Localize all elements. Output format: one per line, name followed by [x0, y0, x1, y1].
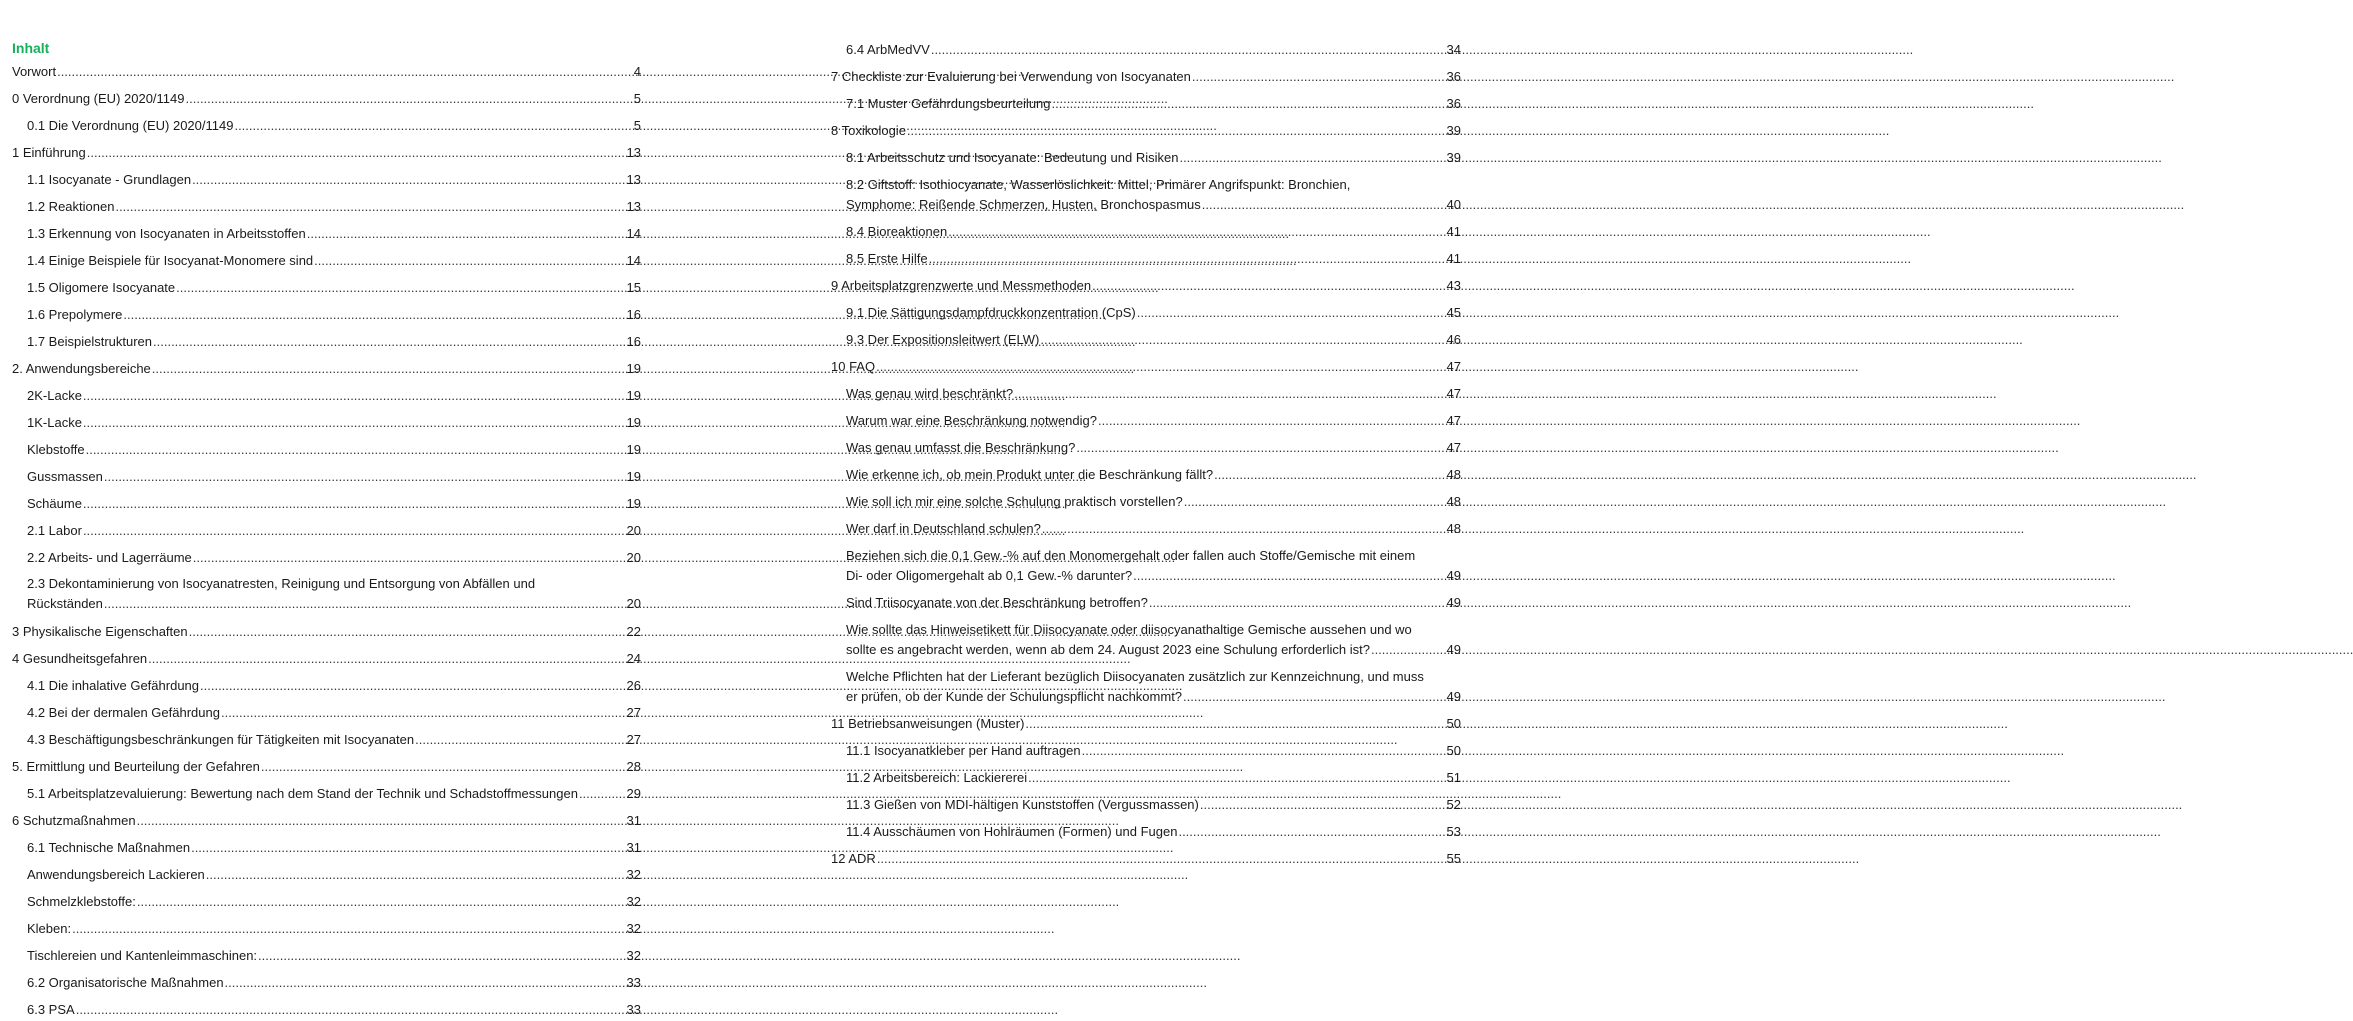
toc-entry-text: Vorwort	[12, 64, 57, 79]
toc-dot-leader	[153, 332, 625, 352]
toc-page-number: 4	[633, 64, 641, 79]
toc-page-number: 33	[626, 1002, 641, 1017]
toc-dot-leader	[1192, 67, 1445, 87]
toc-entry[interactable]	[12, 676, 641, 696]
toc-dot-leader	[1028, 768, 1444, 788]
toc-entry-text: 11.2 Arbeitsbereich: Lackiererei	[846, 770, 1028, 785]
toc-page-number: 19	[626, 442, 641, 457]
toc-entry-text: 8.5 Erste Hilfe	[846, 251, 928, 266]
toc-dot-leader	[1076, 438, 1444, 458]
toc-entry[interactable]	[831, 249, 1461, 269]
toc-dot-leader	[1014, 384, 1444, 404]
toc-entry[interactable]	[831, 303, 1461, 323]
toc-entry[interactable]	[831, 768, 1461, 788]
toc-page-number: 20	[626, 596, 641, 611]
toc-entry[interactable]	[12, 622, 641, 642]
toc-entry[interactable]	[12, 973, 641, 993]
toc-entry[interactable]	[831, 222, 1461, 242]
toc-entry[interactable]	[12, 521, 641, 541]
toc-page-number: 39	[1446, 123, 1461, 138]
toc-page-number: 29	[626, 786, 641, 801]
toc-entry-text: 7.1 Muster Gefährdungsbeurteilung	[846, 96, 1051, 111]
toc-dot-leader	[579, 784, 625, 804]
toc-entry-text: 2.1 Labor	[27, 523, 82, 538]
toc-dot-leader	[1133, 566, 1444, 586]
toc-page-number: 31	[626, 813, 641, 828]
toc-entry-text: Klebstoffe	[27, 442, 85, 457]
toc-page-number: 53	[1446, 824, 1461, 839]
toc-entry[interactable]	[12, 359, 641, 379]
toc-entry[interactable]	[831, 593, 1461, 613]
toc-dot-leader	[1082, 741, 1445, 761]
toc-page-number: 27	[626, 732, 641, 747]
toc-page-number: 27	[626, 705, 641, 720]
toc-dot-leader	[258, 946, 624, 966]
toc-dot-leader	[152, 359, 625, 379]
toc-entry-text: sollte es angebracht werden, wenn ab dem 24. August 2023 eine Schulung erforderlich ist?	[846, 642, 1370, 657]
toc-entry[interactable]	[12, 62, 641, 82]
toc-page-number: 19	[626, 496, 641, 511]
toc-entry-text: Schäume	[27, 496, 82, 511]
toc-page-number: 32	[626, 921, 641, 936]
toc-entry-text: 6.4 ArbMedVV	[846, 42, 930, 57]
toc-page-number: 48	[1446, 494, 1461, 509]
toc-entry-text: Wer darf in Deutschland schulen?	[846, 521, 1041, 536]
toc-page-number: 47	[1446, 359, 1461, 374]
toc-page-number: 26	[626, 678, 641, 693]
toc-dot-leader	[1137, 303, 1445, 323]
toc-dot-leader	[907, 121, 1445, 141]
toc-dot-leader	[261, 757, 625, 777]
toc-entry-text: 3 Physikalische Eigenschaften	[12, 624, 188, 639]
toc-dot-leader	[1371, 640, 1445, 660]
toc-entry[interactable]	[12, 170, 641, 190]
toc-entry[interactable]	[12, 548, 641, 568]
toc-entry-text: Schmelzklebstoffe:	[27, 894, 136, 909]
toc-dot-leader	[1214, 465, 1444, 485]
toc-entry-text: 8.4 Bioreaktionen	[846, 224, 948, 239]
toc-entry[interactable]	[12, 332, 641, 352]
toc-page-number: 55	[1446, 851, 1461, 866]
toc-dot-leader	[1200, 795, 1445, 815]
toc-entry-text: Gussmassen	[27, 469, 103, 484]
toc-entry-text: Symphome: Reißende Schmerzen, Husten, Bronchospasmus	[846, 197, 1201, 212]
toc-page-number: 31	[626, 840, 641, 855]
toc-entry[interactable]	[12, 494, 641, 514]
toc-dot-leader	[137, 811, 625, 831]
toc-entry-text: 11.1 Isocyanatkleber per Hand auftragen	[846, 743, 1081, 758]
toc-entry[interactable]	[831, 67, 1461, 87]
toc-entry[interactable]	[12, 116, 641, 136]
toc-entry[interactable]	[12, 865, 641, 885]
toc-entry-text: Rückständen	[27, 596, 103, 611]
toc-entry-text: 7 Checkliste zur Evaluierung bei Verwendung von Isocyanaten	[831, 69, 1191, 84]
toc-page-number: 16	[626, 334, 641, 349]
toc-entry[interactable]	[12, 413, 641, 433]
toc-entry[interactable]	[12, 703, 641, 723]
toc-page-number: 50	[1446, 743, 1461, 758]
toc-entry[interactable]	[831, 121, 1461, 141]
toc-page-number: 49	[1446, 595, 1461, 610]
toc-dot-leader	[189, 622, 625, 642]
toc-page-number: 20	[626, 550, 641, 565]
toc-page-number: 50	[1446, 716, 1461, 731]
toc-dot-leader	[1178, 822, 1444, 842]
toc-entry-text: Wie soll ich mir eine solche Schulung praktisch vorstellen?	[846, 494, 1183, 509]
toc-page-number: 14	[626, 226, 641, 241]
toc-page-number: 13	[626, 172, 641, 187]
toc-entry[interactable]	[12, 251, 641, 271]
toc-page-number: 19	[626, 415, 641, 430]
toc-dot-leader	[221, 703, 625, 723]
toc-entry-text: Di- oder Oligomergehalt ab 0,1 Gew.-% darunter?	[846, 568, 1133, 583]
toc-entry[interactable]	[12, 89, 641, 109]
toc-entry-text: 4.3 Beschäftigungsbeschränkungen für Tätigkeiten mit Isocyanaten	[27, 732, 415, 747]
toc-dot-leader	[186, 89, 632, 109]
toc-entry[interactable]	[12, 892, 641, 912]
toc-dot-leader	[115, 197, 624, 217]
toc-dot-leader	[76, 1000, 625, 1020]
toc-entry-text-line1: Welche Pflichten hat der Lieferant bezüglich Diisocyanaten zusätzlich zur Kennzeichnung, und muss	[846, 669, 1424, 684]
toc-entry-text: 5.1 Arbeitsplatzevaluierung: Bewertung nach dem Stand der Technik und Schadstoffmessungen	[27, 786, 578, 801]
toc-entry[interactable]	[831, 411, 1461, 431]
toc-entry[interactable]	[831, 438, 1461, 458]
toc-entry-text: 6.3 PSA	[27, 1002, 75, 1017]
toc-dot-leader	[104, 594, 625, 614]
toc-entry-text: 1.2 Reaktionen	[27, 199, 115, 214]
toc-entry[interactable]	[12, 919, 641, 939]
toc-entry[interactable]	[831, 492, 1461, 512]
toc-dot-leader	[1179, 148, 1444, 168]
toc-entry-text: er prüfen, ob der Kunde der Schulungspflicht nachkommt?	[846, 689, 1183, 704]
toc-page-number: 47	[1446, 413, 1461, 428]
toc-dot-leader	[83, 386, 625, 406]
toc-entry[interactable]	[12, 757, 641, 777]
toc-dot-leader	[931, 40, 1445, 60]
toc-dot-leader	[415, 730, 624, 750]
toc-entry[interactable]	[12, 467, 641, 487]
toc-entry[interactable]	[831, 94, 1461, 114]
toc-dot-leader	[137, 892, 625, 912]
toc-page-number: 49	[1446, 642, 1461, 657]
toc-dot-leader	[192, 170, 624, 190]
toc-page-number: 39	[1446, 150, 1461, 165]
toc-entry[interactable]	[12, 440, 641, 460]
toc-page-number: 24	[626, 651, 641, 666]
toc-page-number: 32	[626, 867, 641, 882]
toc-dot-leader	[193, 548, 625, 568]
toc-dot-leader	[200, 676, 625, 696]
toc-page-number: 16	[626, 307, 641, 322]
toc-entry-text: 6 Schutzmaßnahmen	[12, 813, 136, 828]
toc-entry-text: 1.4 Einige Beispiele für Isocyanat-Monomere sind	[27, 253, 314, 268]
toc-entry-text: 0 Verordnung (EU) 2020/1149	[12, 91, 185, 106]
toc-page-number: 51	[1446, 770, 1461, 785]
toc-dot-leader	[225, 973, 625, 993]
toc-entry-text: 0.1 Die Verordnung (EU) 2020/1149	[27, 118, 234, 133]
toc-entry-text: 11.3 Gießen von MDI-hältigen Kunststoffen (Vergussmassen)	[846, 797, 1199, 812]
toc-entry[interactable]	[12, 574, 641, 614]
toc-entry-text: 2K-Lacke	[27, 388, 82, 403]
toc-entry[interactable]	[12, 811, 641, 831]
toc-entry-text: 8.1 Arbeitsschutz und Isocyanate: Bedeutung und Risiken	[846, 150, 1179, 165]
toc-entry[interactable]	[831, 822, 1461, 842]
toc-dot-leader	[1149, 593, 1445, 613]
toc-dot-leader	[314, 251, 624, 271]
toc-dot-leader	[1042, 519, 1445, 539]
toc-entry-text: 6.2 Organisatorische Maßnahmen	[27, 975, 224, 990]
toc-entry[interactable]	[831, 620, 1461, 660]
toc-entry-text: Kleben:	[27, 921, 72, 936]
toc-dot-leader	[1040, 330, 1444, 350]
toc-entry-text: 2. Anwendungsbereiche	[12, 361, 151, 376]
toc-entry[interactable]	[831, 795, 1461, 815]
toc-entry-text: 9.1 Die Sättigungsdampfdruckkonzentration (CpS)	[846, 305, 1136, 320]
toc-entry-text: 9.3 Der Expositionsleitwert (ELW)	[846, 332, 1040, 347]
toc-entry-text: 1K-Lacke	[27, 415, 82, 430]
toc-dot-leader	[1052, 94, 1445, 114]
toc-entry[interactable]	[12, 224, 641, 244]
toc-dot-leader	[1202, 195, 1445, 215]
toc-page-number: 41	[1446, 224, 1461, 239]
toc-page-number: 52	[1446, 797, 1461, 812]
toc-page-number: 19	[626, 388, 641, 403]
toc-dot-leader	[87, 143, 625, 163]
toc-page-number: 13	[626, 145, 641, 160]
toc-page-number: 36	[1446, 69, 1461, 84]
toc-dot-leader	[72, 919, 624, 939]
toc-page-number: 13	[626, 199, 641, 214]
toc-dot-leader	[876, 357, 1444, 377]
toc-page-number: 5	[633, 91, 641, 106]
toc-entry-text: Warum war eine Beschränkung notwendig?	[846, 413, 1097, 428]
toc-page-number: 46	[1446, 332, 1461, 347]
toc-entry-text: 8 Toxikologie	[831, 123, 906, 138]
toc-entry[interactable]	[831, 40, 1461, 60]
toc-page-number: 41	[1446, 251, 1461, 266]
toc-entry-text: 4 Gesundheitsgefahren	[12, 651, 148, 666]
toc-dot-leader	[83, 521, 625, 541]
toc-entry[interactable]	[831, 384, 1461, 404]
toc-entry[interactable]	[12, 305, 641, 325]
toc-entry-text: 6.1 Technische Maßnahmen	[27, 840, 191, 855]
toc-entry-text: Anwendungsbereich Lackieren	[27, 867, 205, 882]
toc-entry[interactable]	[12, 386, 641, 406]
toc-page-number: 20	[626, 523, 641, 538]
toc-dot-leader	[234, 116, 631, 136]
toc-entry-text: Sind Triisocyanate von der Beschränkung betroffen?	[846, 595, 1148, 610]
toc-entry-text: 4.1 Die inhalative Gefährdung	[27, 678, 200, 693]
toc-entry[interactable]	[831, 357, 1461, 377]
toc-entry-text: 11.4 Ausschäumen von Hohlräumen (Formen) und Fugen	[846, 824, 1178, 839]
toc-page-number: 45	[1446, 305, 1461, 320]
toc-page-number: 32	[626, 948, 641, 963]
toc-page-number: 33	[626, 975, 641, 990]
toc-page-number: 15	[626, 280, 641, 295]
toc-entry-text: Tischlereien und Kantenleimmaschinen:	[27, 948, 258, 963]
toc-entry-text: 1.6 Prepolymere	[27, 307, 123, 322]
toc-dot-leader	[1098, 411, 1445, 431]
toc-entry[interactable]	[831, 546, 1461, 586]
toc-page-number: 49	[1446, 689, 1461, 704]
toc-page-number: 5	[633, 118, 641, 133]
toc-entry[interactable]	[12, 730, 641, 750]
toc-entry[interactable]	[831, 519, 1461, 539]
toc-entry-text-line1: 8.2 Giftstoff: Isothiocyanate, Wasserlöslichkeit: Mittel, Primärer Angrifspunkt: Bronchien,	[846, 177, 1351, 192]
toc-dot-leader	[307, 224, 625, 244]
toc-page-number: 19	[626, 469, 641, 484]
toc-entry-text: Was genau wird beschränkt?	[846, 386, 1014, 401]
toc-dot-leader	[86, 440, 625, 460]
toc-entry-text: 11 Betriebsanweisungen (Muster)	[831, 716, 1025, 731]
toc-dot-leader	[176, 278, 624, 298]
toc-entry-text: 12 ADR	[831, 851, 876, 866]
toc-page-number: 43	[1446, 278, 1461, 293]
toc-entry[interactable]	[831, 667, 1461, 707]
toc-entry-text-line1: Wie sollte das Hinweisetikett für Diisocyanate oder diisocyanathaltige Gemische aussehen und wo	[846, 622, 1412, 637]
toc-dot-leader	[104, 467, 625, 487]
toc-dot-leader	[191, 838, 624, 858]
toc-entry[interactable]	[12, 946, 641, 966]
toc-entry-text: 1.3 Erkennung von Isocyanaten in Arbeitsstoffen	[27, 226, 306, 241]
toc-entry[interactable]	[12, 197, 641, 217]
toc-entry[interactable]	[12, 143, 641, 163]
toc-dot-leader	[877, 849, 1445, 869]
toc-entry-text: 4.2 Bei der dermalen Gefährdung	[27, 705, 220, 720]
toc-dot-leader	[1183, 687, 1444, 707]
toc-entry[interactable]	[831, 741, 1461, 761]
toc-entry[interactable]	[831, 148, 1461, 168]
toc-page-number: 32	[626, 894, 641, 909]
toc-dot-leader	[948, 222, 1444, 242]
toc-dot-leader	[1184, 492, 1445, 512]
toc-entry[interactable]	[831, 330, 1461, 350]
toc-entry-text: 1.5 Oligomere Isocyanate	[27, 280, 176, 295]
toc-dot-leader	[123, 305, 624, 325]
toc-dot-leader	[1025, 714, 1444, 734]
toc-dot-leader	[83, 494, 625, 514]
toc-dot-leader	[929, 249, 1445, 269]
toc-dot-leader	[206, 865, 625, 885]
toc-dot-leader	[1092, 276, 1444, 296]
toc-dot-leader	[148, 649, 624, 669]
toc-entry[interactable]	[12, 649, 641, 669]
toc-page-number: 48	[1446, 467, 1461, 482]
toc-page-number: 48	[1446, 521, 1461, 536]
toc-entry[interactable]	[831, 849, 1461, 869]
toc-entry[interactable]	[831, 714, 1461, 734]
toc-entry-text: 10 FAQ	[831, 359, 876, 374]
toc-page-number: 22	[626, 624, 641, 639]
toc-entry[interactable]	[12, 278, 641, 298]
toc-entry-text: 1 Einführung	[12, 145, 86, 160]
toc-entry-text-line1: Beziehen sich die 0,1 Gew.-% auf den Monomergehalt oder fallen auch Stoffe/Gemische mit einem	[846, 548, 1416, 563]
toc-entry[interactable]	[831, 276, 1461, 296]
toc-dot-leader	[83, 413, 625, 433]
toc-entry-text: 5. Ermittlung und Beurteilung der Gefahren	[12, 759, 260, 774]
toc-entry-text: 1.7 Beispielstrukturen	[27, 334, 153, 349]
toc-entry-text-line1: 2.3 Dekontaminierung von Isocyanatresten, Reinigung und Entsorgung von Abfällen und	[27, 576, 536, 591]
toc-page-number: 19	[626, 361, 641, 376]
toc-page-number: 47	[1446, 386, 1461, 401]
toc-entry[interactable]	[831, 175, 1461, 215]
toc-entry-text: 2.2 Arbeits- und Lagerräume	[27, 550, 192, 565]
toc-page-number: 40	[1446, 197, 1461, 212]
toc-entry-text: 9 Arbeitsplatzgrenzwerte und Messmethoden	[831, 278, 1092, 293]
toc-page-number: 47	[1446, 440, 1461, 455]
toc-entry[interactable]	[12, 838, 641, 858]
toc-entry-text: 1.1 Isocyanate - Grundlagen	[27, 172, 192, 187]
toc-entry-text: Was genau umfasst die Beschränkung?	[846, 440, 1076, 455]
toc-page-number: 28	[626, 759, 641, 774]
toc-entry[interactable]	[12, 784, 641, 804]
toc-dot-leader	[57, 62, 632, 82]
toc-entry-text: Wie erkenne ich, ob mein Produkt unter die Beschränkung fällt?	[846, 467, 1214, 482]
toc-entry[interactable]	[831, 465, 1461, 485]
toc-page-number: 34	[1446, 42, 1461, 57]
toc-page-number: 36	[1446, 96, 1461, 111]
toc-heading: Inhalt	[12, 40, 50, 56]
toc-entry[interactable]	[12, 1000, 641, 1020]
toc-page-number: 49	[1446, 568, 1461, 583]
toc-page-number: 14	[626, 253, 641, 268]
